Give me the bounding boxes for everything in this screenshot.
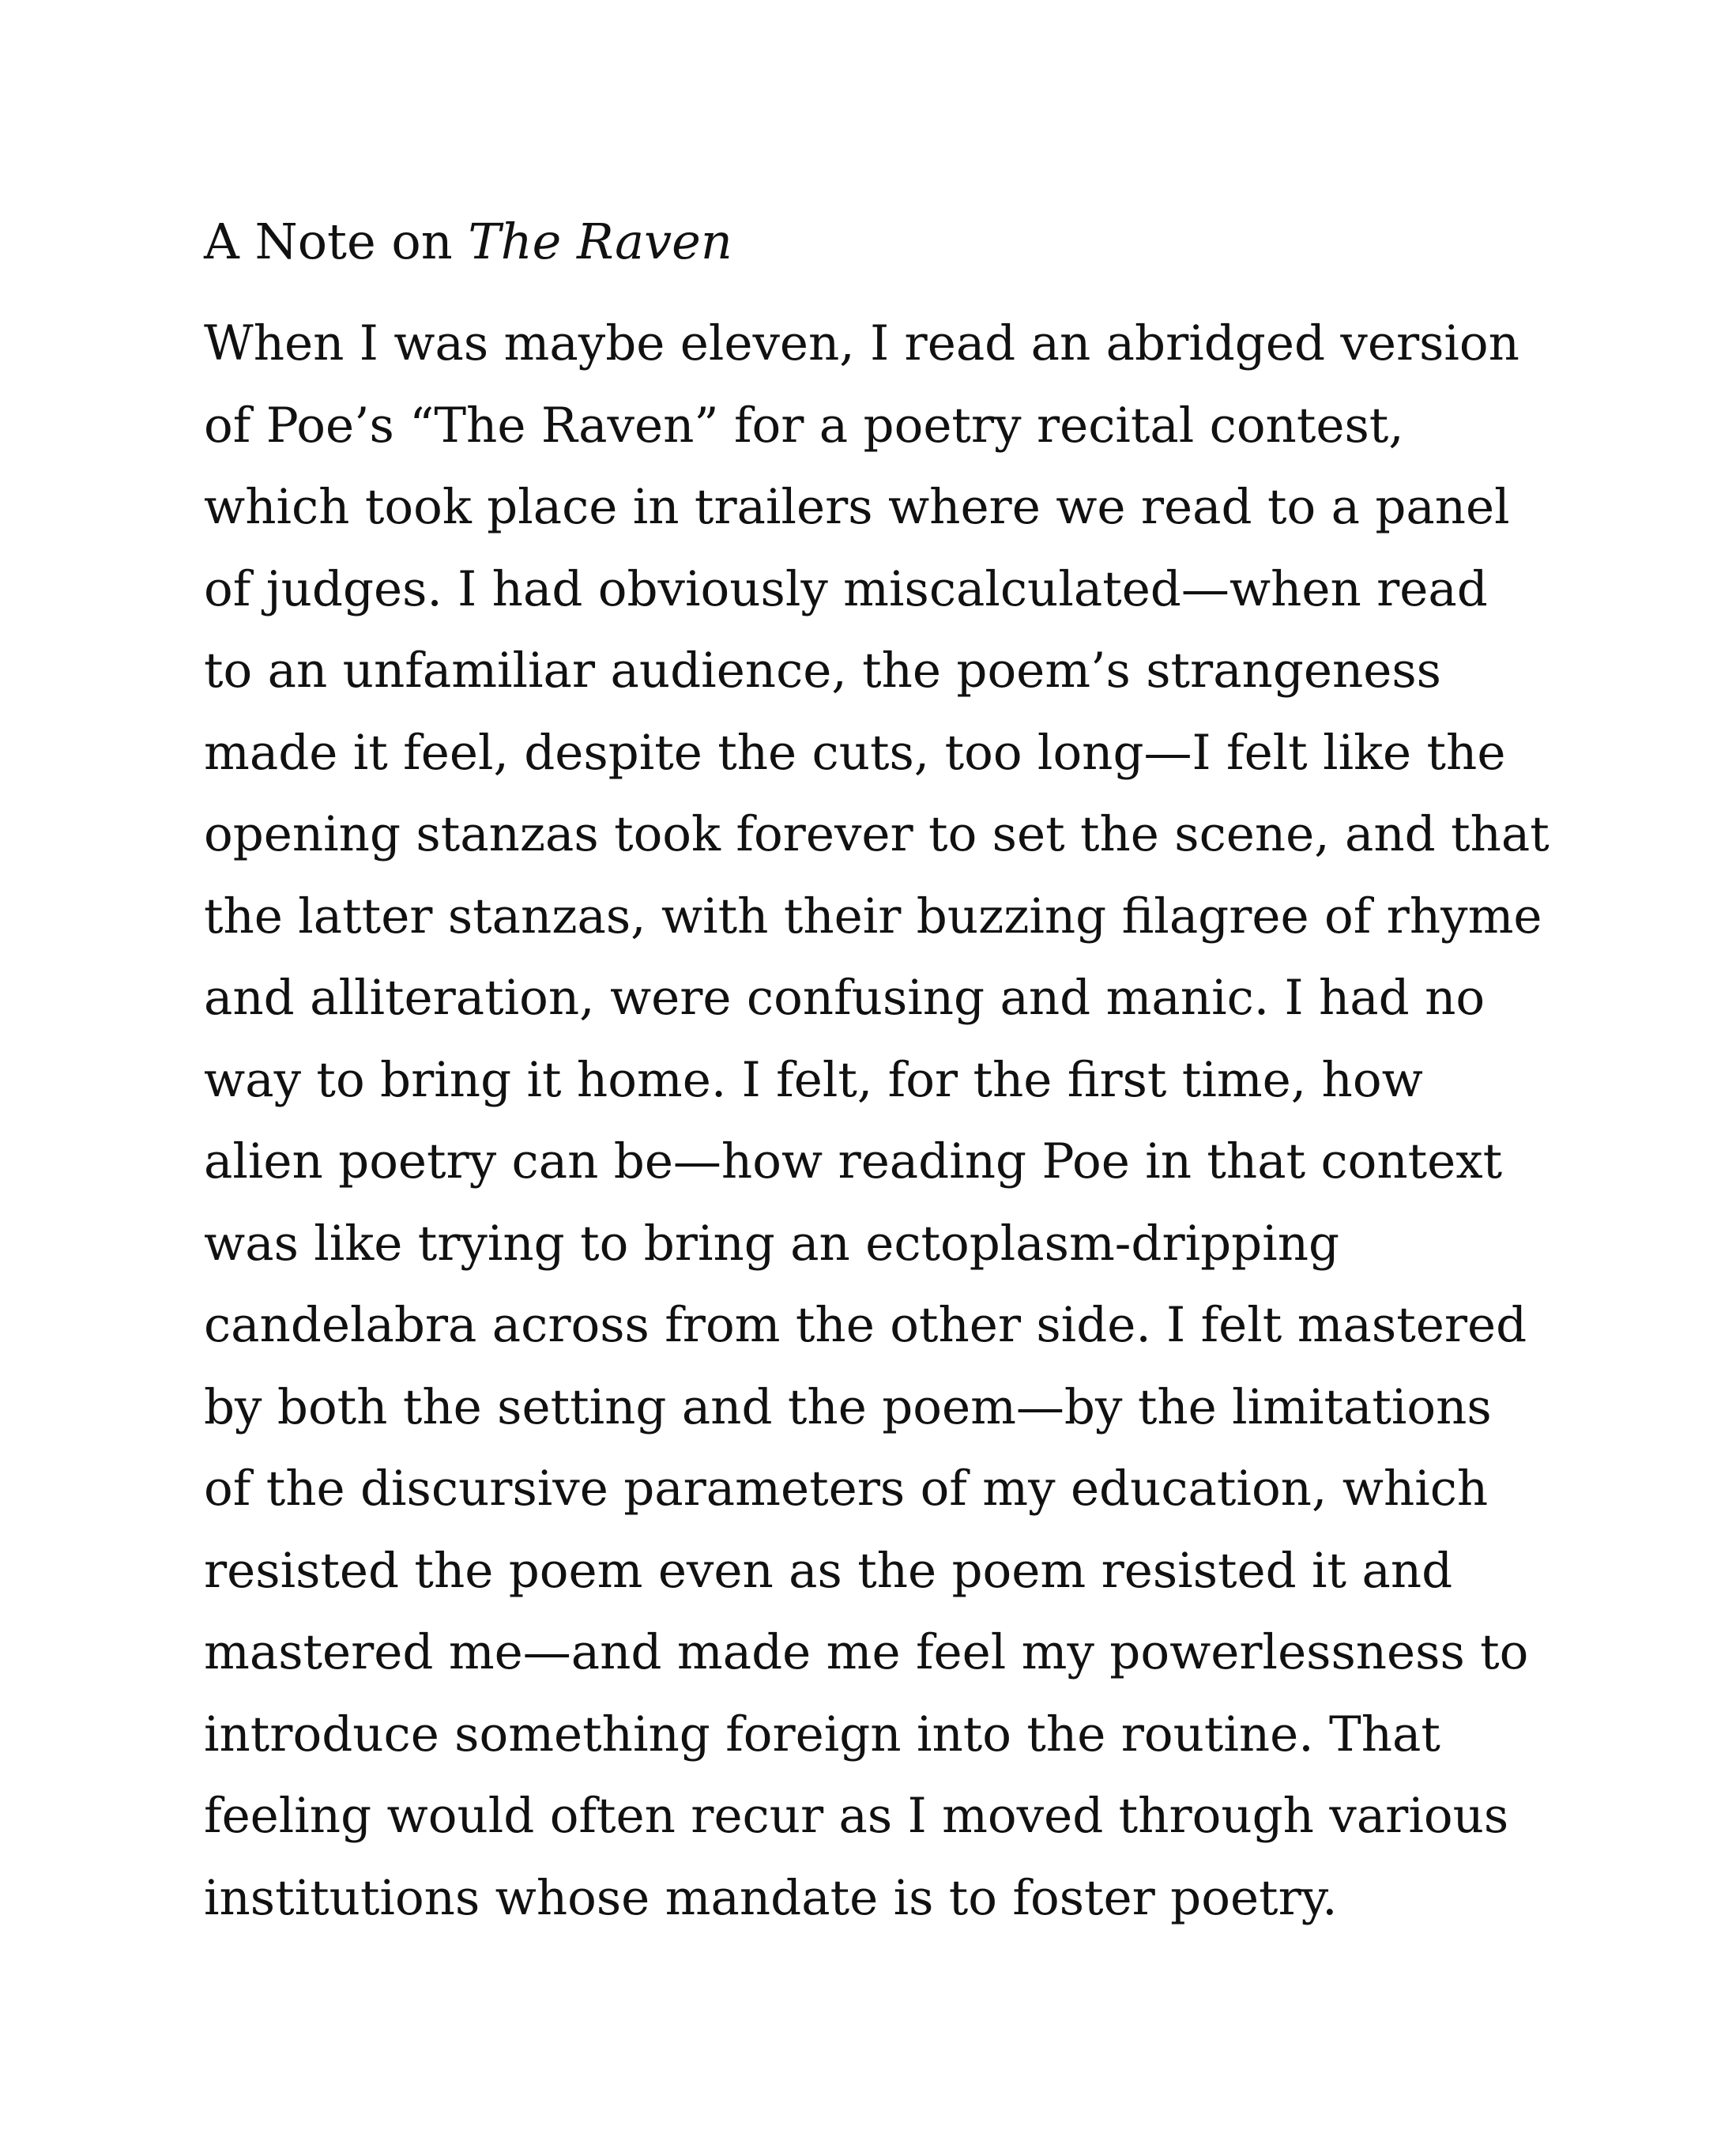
paragraph-line: resisted the poem even as the poem resisted it and xyxy=(204,1542,1453,1599)
paragraph-line: was like trying to bring an ectoplasm-dripping xyxy=(204,1215,1340,1272)
paragraph-line: the latter stanzas, with their buzzing filagree of rhyme xyxy=(204,888,1542,944)
paragraph-line: which took place in trailers where we read to a panel xyxy=(204,479,1510,535)
paragraph-line: way to bring it home. I felt, for the first time, how xyxy=(204,1051,1423,1108)
paragraph-line: alien poetry can be—how reading Poe in that context xyxy=(204,1133,1503,1189)
paragraph-line: feeling would often recur as I moved through various xyxy=(204,1788,1509,1844)
paragraph-line: made it feel, despite the cuts, too long—I felt like the xyxy=(204,724,1506,781)
title-prefix: A Note on xyxy=(204,213,469,270)
paragraph-line: of the discursive parameters of my education, which xyxy=(204,1461,1489,1517)
page-title xyxy=(204,202,732,281)
paragraph-line: institutions whose mandate is to foster poetry. xyxy=(204,1869,1338,1926)
paragraph-line: When I was maybe eleven, I read an abridged version xyxy=(204,315,1519,371)
paragraph-line: of judges. I had obviously miscalculated—when read xyxy=(204,560,1488,617)
essay-paragraph xyxy=(204,303,1705,1939)
paragraph-line: of Poe’s “The Raven” for a poetry recital contest, xyxy=(204,397,1404,454)
paragraph-line: and alliteration, were confusing and manic. I had no xyxy=(204,970,1486,1026)
paragraph-line: by both the setting and the poem—by the limitations xyxy=(204,1378,1492,1435)
paragraph-line: opening stanzas took forever to set the scene, and that xyxy=(204,806,1550,862)
paragraph-line: introduce something foreign into the routine. That xyxy=(204,1706,1440,1763)
title-italic-work: The Raven xyxy=(468,213,732,270)
paragraph-line: mastered me—and made me feel my powerlessness to xyxy=(204,1624,1529,1680)
paragraph-line: candelabra across from the other side. I felt mastered xyxy=(204,1297,1527,1353)
paragraph-line: to an unfamiliar audience, the poem’s strangeness xyxy=(204,643,1441,699)
